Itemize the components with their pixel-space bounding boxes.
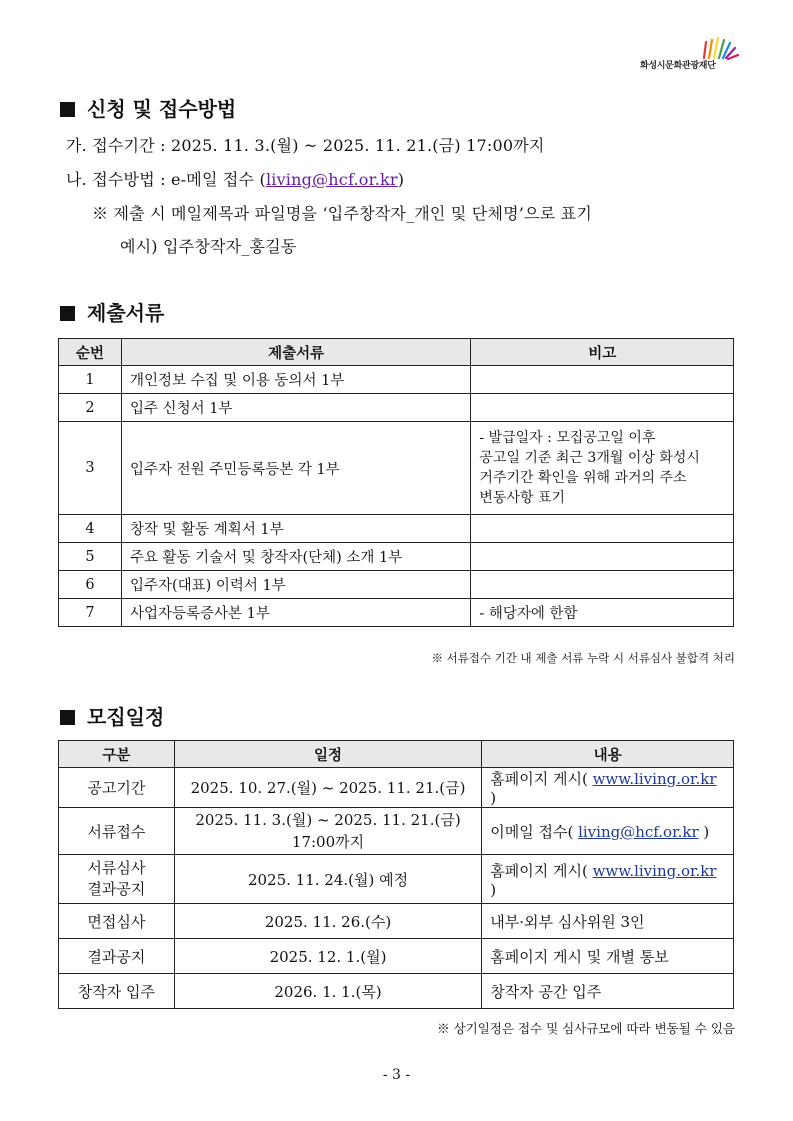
column-header: 내용 — [482, 741, 734, 768]
documents-note: ※ 서류접수 기간 내 제출 서류 누락 시 서류심사 불합격 처리 — [431, 651, 735, 665]
section-title-schedule: 모집일정 — [60, 701, 164, 730]
application-method: 나. 접수방법 : e-메일 접수 (living@hcf.or.kr) — [66, 170, 405, 189]
column-header: 구분 — [59, 741, 175, 768]
email-link[interactable]: living@hcf.or.kr — [265, 170, 398, 189]
column-header: 비고 — [471, 339, 734, 366]
section-title-documents: 제출서류 — [60, 297, 164, 326]
homepage-link[interactable]: www.living.or.kr — [592, 770, 717, 788]
column-header: 순번 — [59, 339, 122, 366]
hcf-logo-icon — [700, 36, 740, 60]
table-row: 4 창작 및 활동 계획서 1부 — [59, 515, 734, 543]
section-title-application: 신청 및 접수방법 — [60, 93, 236, 122]
schedule-note: ※ 상기일정은 접수 및 심사규모에 따라 변동될 수 있음 — [437, 1021, 735, 1036]
table-row: 서류심사 결과공지 2025. 11. 24.(월) 예정 홈페이지 게시( www.living.or.kr ) — [59, 855, 734, 904]
org-name: 화성시문화관광재단 — [640, 61, 716, 71]
table-row: 1 개인정보 수집 및 이용 동의서 1부 — [59, 366, 734, 394]
schedule-table — [58, 740, 734, 1009]
documents-table — [58, 338, 734, 627]
filename-note: ※ 제출 시 메일제목과 파일명을 ‘입주창작자_개인 및 단체명’으로 표기 — [92, 204, 592, 223]
table-row: 공고기간 2025. 10. 27.(월) ~ 2025. 11. 21.(금) 홈페이지 게시( www.living.or.kr ) — [59, 768, 734, 808]
square-bullet-icon — [60, 306, 75, 321]
table-row: 면접심사 2025. 11. 26.(수) 내부·외부 심사위원 3인 — [59, 904, 734, 939]
square-bullet-icon — [60, 102, 75, 117]
email-link[interactable]: living@hcf.or.kr — [578, 822, 699, 841]
application-period: 가. 접수기간 : 2025. 11. 3.(월) ~ 2025. 11. 21.(금) 17:00까지 — [66, 136, 545, 155]
page-number: - 3 - — [382, 1067, 411, 1083]
column-header: 제출서류 — [121, 339, 470, 366]
table-row: 2 입주 신청서 1부 — [59, 394, 734, 422]
table-row: 5 주요 활동 기술서 및 창작자(단체) 소개 1부 — [59, 543, 734, 571]
homepage-link[interactable]: www.living.or.kr — [592, 861, 717, 880]
table-row: 창작자 입주 2026. 1. 1.(목) 창작자 공간 입주 — [59, 974, 734, 1009]
filename-example: 예시) 입주창작자_홍길동 — [120, 237, 297, 256]
column-header: 일정 — [174, 741, 481, 768]
org-logo — [640, 36, 740, 74]
table-row: 7 사업자등록증사본 1부 - 해당자에 한함 — [59, 599, 734, 627]
remark-cell: - 발급일자 : 모집공고일 이후 공고일 기준 최근 3개월 이상 화성시 거주기간 확인을 위해 과거의 주소 변동사항 표기 — [471, 422, 734, 515]
table-row: 3 입주자 전원 주민등록등본 각 1부 - 발급일자 : 모집공고일 이후 공고일 기준 최근 3개월 이상 화성시 거주기간 확인을 위해 과거의 주소 변동사항 표기 — [59, 422, 734, 515]
square-bullet-icon — [60, 710, 75, 725]
table-row: 6 입주자(대표) 이력서 1부 — [59, 571, 734, 599]
table-row: 서류접수 2025. 11. 3.(월) ~ 2025. 11. 21.(금) 17:00까지 이메일 접수( living@hcf.or.kr ) — [59, 808, 734, 855]
table-row: 결과공지 2025. 12. 1.(월) 홈페이지 게시 및 개별 통보 — [59, 939, 734, 974]
